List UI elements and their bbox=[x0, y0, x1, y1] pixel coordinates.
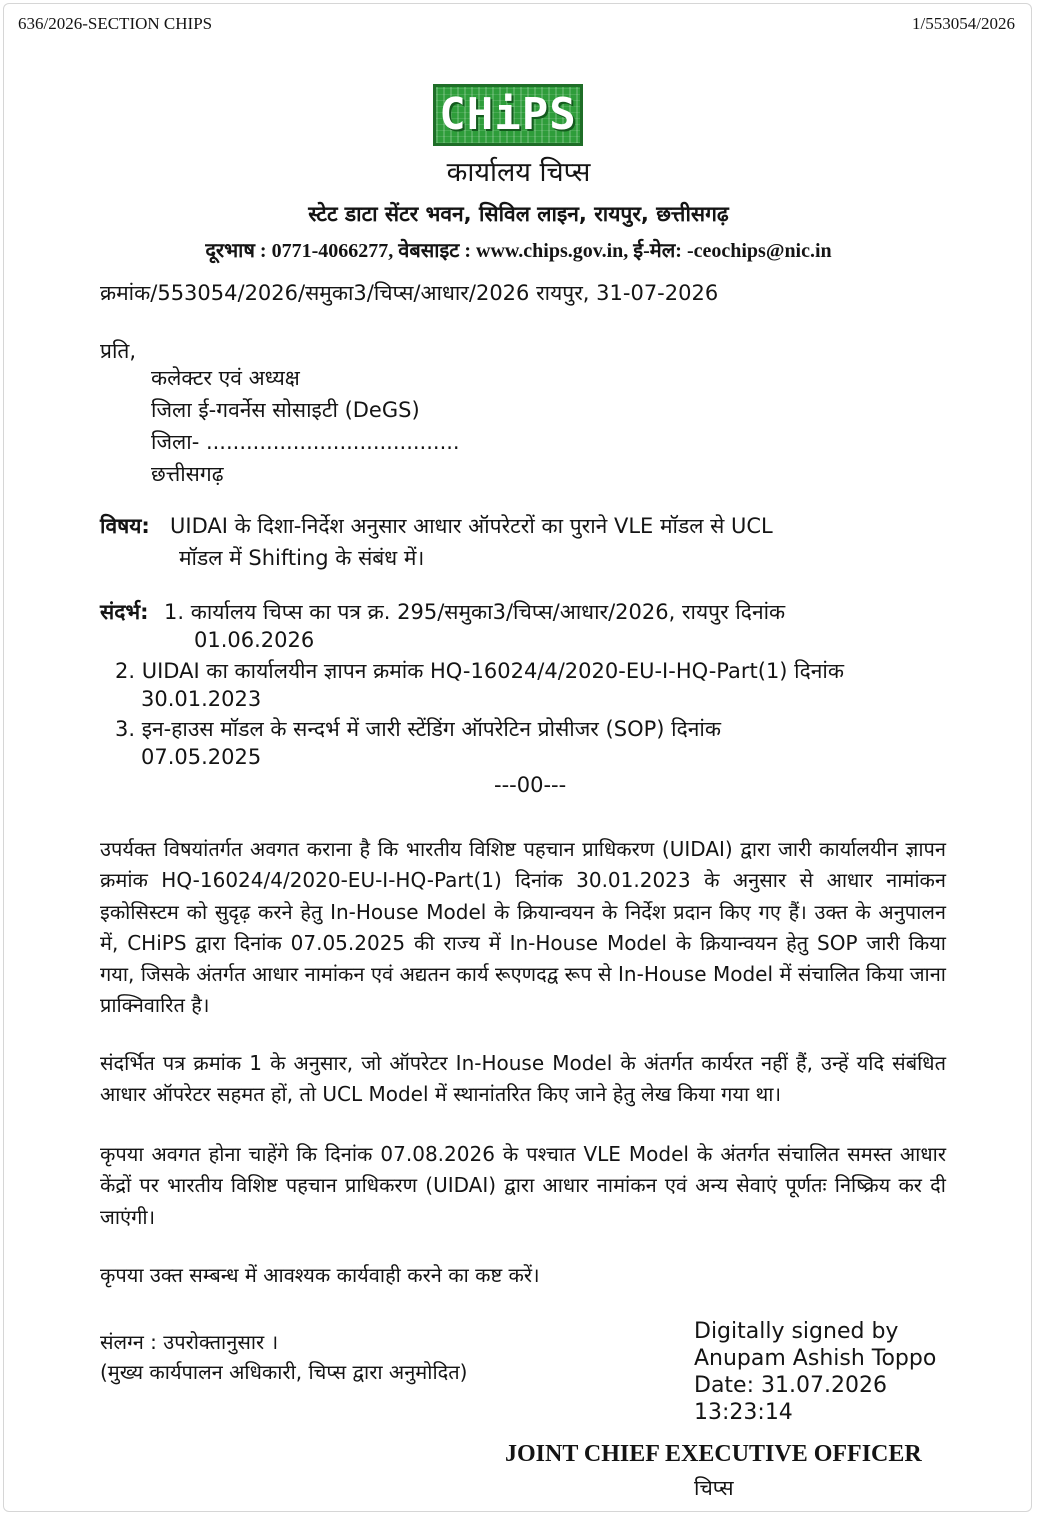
addressee-line: जिला ई-गवर्नेस सोसाइटी (DeGS) bbox=[151, 398, 420, 422]
separator: ---00--- bbox=[494, 773, 567, 797]
signature-time: 13:23:14 bbox=[694, 1400, 793, 1425]
reference-item: 1. कार्यालय चिप्स का पत्र क्र. 295/समुका3/चिप्स/आधार/2026, रायपुर दिनांक bbox=[164, 600, 786, 624]
reference-item: 2. UIDAI का कार्यालयीन ज्ञापन क्रमांक HQ-16024/4/2020-EU-I-HQ-Part(1) दिनांक bbox=[115, 659, 844, 683]
enclosure-line: संलग्न : उपरोक्तानुसार । bbox=[100, 1330, 279, 1354]
body-paragraph: उपर्यक्त विषयांतर्गत अवगत कराना है कि भारतीय विशिष्ट पहचान प्राधिकरण (UIDAI) द्वारा जारी कार्यालयीन ज्ञापन क्रमांक HQ-16024/4/2020-EU-I-HQ-Part(1) दिनांक 30.01.2023 के अनुसार से आधार नामांकन इकोसिस्टम को सुदृढ़ करने हेतु In-House Model के क्रियान्वयन के निर्देश प्रदान किए गए हैं। उक्त के अनुपालन में, CHiPS द्वारा दिनांक 07.05.2025 की राज्य में In-House Model के क्रियान्वयन हेतु SOP जारी किया गया, जिसके अंतर्गत आधार नामांकन एवं अद्यतन कार्य रूएणदद्व रूप से In-House Model में संचालित किया जाना प्राक्निवारित है। bbox=[100, 837, 946, 1018]
body-paragraph: संदर्भित पत्र क्रमांक 1 के अनुसार, जो ऑपरेटर In-House Model के अंतर्गत कार्यरत नहीं हैं, उन्हें यदि संबंधित आधार ऑपरेटर सहमत हों, तो UCL Model में स्थानांतरित किए जाने हेतु लेख किया गया था। bbox=[100, 1051, 946, 1107]
addressee-line: जिला- ...................................... bbox=[151, 430, 460, 454]
signer-name: Anupam Ashish Toppo bbox=[694, 1346, 937, 1371]
chips-logo bbox=[433, 84, 583, 146]
office-name: कार्यालय चिप्स bbox=[446, 157, 591, 188]
logo-text: CHiPS bbox=[439, 89, 577, 140]
subject-line: मॉडल में Shifting के संबंध में। bbox=[179, 546, 425, 570]
contact-line: दूरभाष : 0771-4066277, वेबसाइट : www.chips.gov.in, ई-मेल: -ceochips@nic.in bbox=[205, 240, 832, 262]
reference-date: 07.05.2025 bbox=[141, 745, 262, 769]
digital-signature bbox=[694, 1318, 936, 1426]
salutation: प्रति, bbox=[100, 339, 137, 363]
approval-note: (मुख्य कार्यपालन अधिकारी, चिप्स द्वारा अनुमोदित) bbox=[100, 1360, 468, 1384]
letter-reference: क्रमांक/553054/2026/समुका3/चिप्स/आधार/2026 रायपुर, 31-07-2026 bbox=[100, 281, 719, 305]
signature-line: Digitally signed by bbox=[694, 1319, 899, 1344]
document-number: 1/553054/2026 bbox=[912, 14, 1015, 33]
reference-date: 01.06.2026 bbox=[194, 628, 315, 652]
file-number: 636/2026-SECTION CHIPS bbox=[18, 14, 213, 33]
addressee-line: कलेक्टर एवं अध्यक्ष bbox=[151, 366, 300, 390]
reference-date: 30.01.2023 bbox=[141, 687, 262, 711]
office-address: स्टेट डाटा सेंटर भवन, सिविल लाइन, रायपुर, छत्तीसगढ़ bbox=[308, 202, 729, 226]
addressee-line: छत्तीसगढ़ bbox=[151, 462, 224, 486]
organization: चिप्स bbox=[694, 1476, 734, 1500]
signature-date: Date: 31.07.2026 bbox=[694, 1373, 887, 1398]
closing-request: कृपया उक्त सम्बन्ध में आवश्यक कार्यवाही करने का कष्ट करें। bbox=[100, 1263, 540, 1287]
designation: JOINT CHIEF EXECUTIVE OFFICER bbox=[505, 1441, 922, 1467]
subject-line: UIDAI के दिशा-निर्देश अनुसार आधार ऑपरेटरों का पुराने VLE मॉडल से UCL bbox=[170, 514, 773, 538]
body-paragraph: कृपया अवगत होना चाहेंगे कि दिनांक 07.08.2026 के पश्चात VLE Model के अंतर्गत संचालित समस्त आधार केंद्रों पर भारतीय विशिष्ट पहचान प्राधिकरण (UIDAI) द्वारा आधार नामांकन एवं अन्य सेवाएं पूर्णतः निष्क्रिय कर दी जाएंगी। bbox=[100, 1142, 946, 1229]
references-label: संदर्भ: bbox=[100, 600, 149, 624]
reference-item: 3. इन-हाउस मॉडल के सन्दर्भ में जारी स्टेंडिंग ऑपरेटिन प्रोसीजर (SOP) दिनांक bbox=[115, 717, 721, 741]
subject-label: विषय: bbox=[100, 514, 150, 538]
